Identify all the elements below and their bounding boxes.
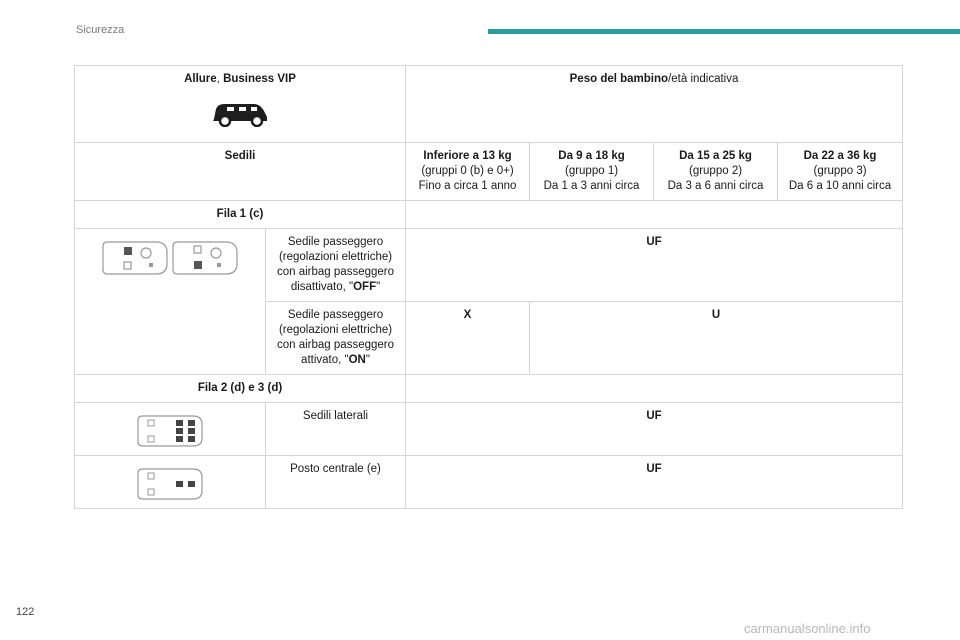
lateral-seat-diagram-icon	[135, 413, 205, 449]
passenger-airbag-off-value: UF	[406, 229, 903, 302]
section-title: Sicurezza	[76, 24, 125, 36]
lateral-seats-row	[75, 403, 903, 456]
weight-class-cell: Da 15 a 25 kg (gruppo 2) Da 3 a 6 anni circa	[654, 143, 778, 201]
central-seat-label: Posto centrale (e)	[266, 456, 406, 509]
child-seat-table	[74, 65, 903, 509]
version-cell: Allure, Business VIP	[75, 66, 406, 143]
passenger-airbag-on-label: Sedile passeggero (regolazioni elettriche) con airbag passeggero attivato, "ON"	[266, 302, 406, 375]
weight-class-cell: Da 22 a 36 kg (gruppo 3) Da 6 a 10 anni circa	[778, 143, 903, 201]
table-header-row	[75, 66, 903, 143]
model-name: Business VIP	[223, 73, 296, 85]
lateral-seats-value: UF	[406, 403, 903, 456]
model-name: Allure	[184, 73, 217, 85]
central-seat-diagram-cell	[75, 456, 266, 509]
weight-title-cell: Peso del bambino/età indicativa	[406, 66, 903, 143]
weight-class-row	[75, 143, 903, 201]
front-seat-diagram-icon	[100, 239, 240, 277]
row-1-header	[75, 201, 903, 229]
row-1-label: Fila 1 (c)	[75, 201, 406, 229]
page-number: 122	[16, 606, 35, 618]
vehicle-icon	[210, 99, 270, 127]
lateral-seats-label: Sedili laterali	[266, 403, 406, 456]
lateral-seat-diagram-cell	[75, 403, 266, 456]
passenger-airbag-off-row	[75, 229, 903, 302]
passenger-airbag-on-value-group0: X	[406, 302, 530, 375]
front-seat-diagram-cell	[75, 229, 266, 375]
header-accent-bar	[488, 29, 960, 34]
row-2-3-label: Fila 2 (d) e 3 (d)	[75, 375, 406, 403]
central-seat-value: UF	[406, 456, 903, 509]
weight-class-cell: Da 9 a 18 kg (gruppo 1) Da 1 a 3 anni circa	[530, 143, 654, 201]
passenger-airbag-off-label: Sedile passeggero (regolazioni elettriche) con airbag passeggero disattivato, "OFF"	[266, 229, 406, 302]
central-seat-diagram-icon	[135, 466, 205, 502]
weight-class-cell: Inferiore a 13 kg (gruppi 0 (b) e 0+) Fino a circa 1 anno	[406, 143, 530, 201]
watermark: carmanualsonline.info	[744, 621, 871, 636]
row-2-3-header	[75, 375, 903, 403]
seats-label: Sedili	[75, 143, 406, 201]
central-seat-row	[75, 456, 903, 509]
passenger-airbag-on-value-others: U	[530, 302, 903, 375]
